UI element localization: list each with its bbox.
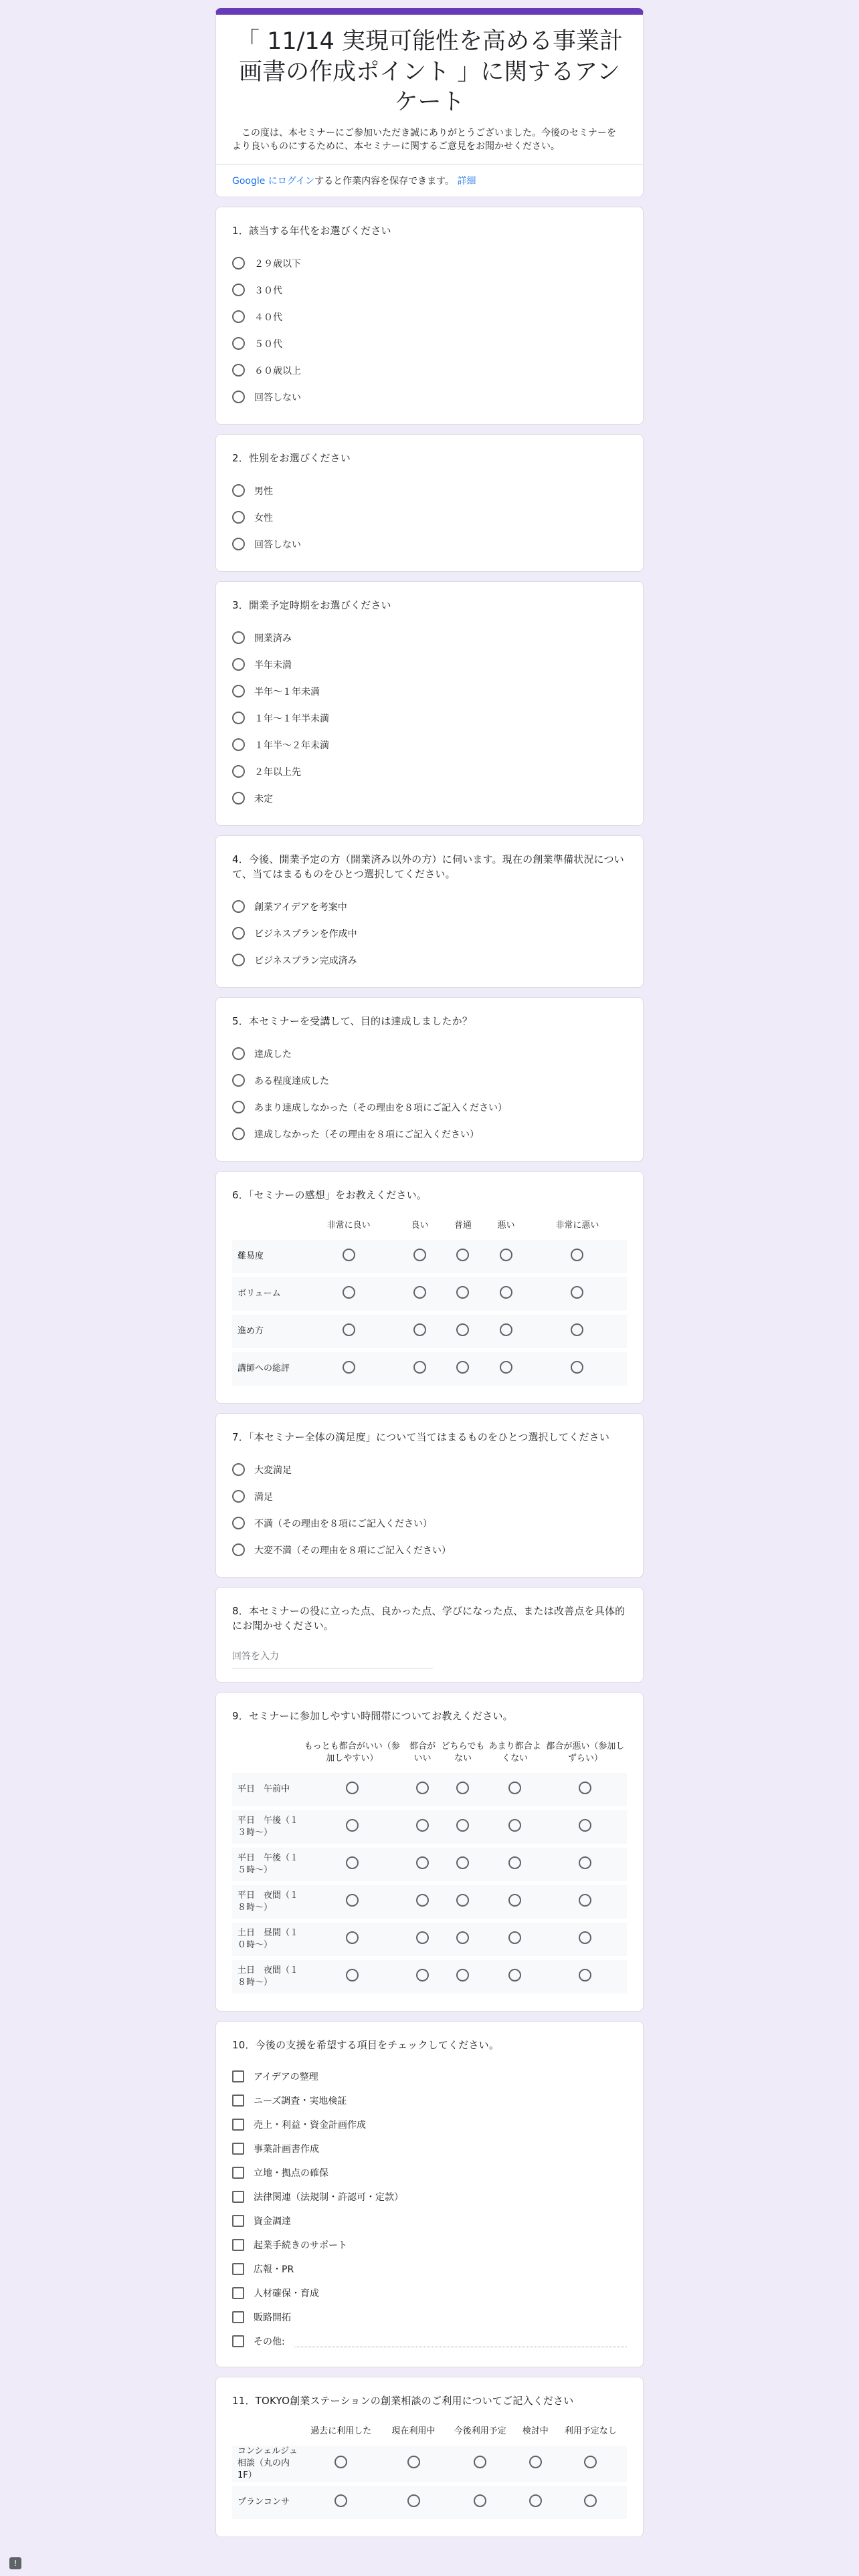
- question-consultation-usage: [215, 2377, 644, 2537]
- radio-button[interactable]: [456, 1931, 469, 1944]
- radio-option[interactable]: [232, 1510, 627, 1537]
- radio-button[interactable]: [508, 1782, 521, 1794]
- question-title: 11．TOKYO創業ステーションの創業相談のご利用についてご記入ください: [232, 2394, 574, 2407]
- login-notice-text: すると作業内容を保存できます。: [314, 175, 455, 187]
- radio-button[interactable]: [474, 2494, 486, 2507]
- radio-button[interactable]: [346, 1931, 359, 1944]
- radio-button[interactable]: [456, 1361, 469, 1374]
- grid-column-header: 普通: [454, 1220, 472, 1230]
- answer-input[interactable]: 回答を入力: [232, 1645, 433, 1669]
- option-label: 立地・拠点の確保: [254, 2167, 328, 2179]
- checkbox[interactable]: [232, 2143, 244, 2155]
- choice-grid: [232, 1735, 627, 1998]
- radio-button[interactable]: [529, 2494, 542, 2507]
- form-header-card: [215, 8, 644, 197]
- option-label: 半年〜１年未満: [254, 686, 320, 697]
- checkbox-option-other[interactable]: [232, 2329, 627, 2353]
- grid-column-header: 利用予定なし: [564, 2426, 617, 2436]
- radio-button[interactable]: [232, 1543, 245, 1556]
- radio-button[interactable]: [343, 1361, 355, 1374]
- grid-row: [232, 1315, 627, 1348]
- radio-button[interactable]: [232, 1490, 245, 1503]
- radio-button[interactable]: [346, 1894, 359, 1907]
- grid-row-label: 土日 夜間（１８時〜）: [232, 1960, 299, 1994]
- checkbox-option[interactable]: [232, 2137, 627, 2161]
- checkbox-option[interactable]: [232, 2305, 627, 2329]
- radio-option[interactable]: [232, 920, 627, 947]
- checkbox-option[interactable]: [232, 2209, 627, 2233]
- radio-button[interactable]: [571, 1323, 583, 1336]
- grid-row: [232, 1352, 627, 1386]
- radio-option[interactable]: [232, 678, 627, 705]
- radio-option[interactable]: [232, 758, 627, 785]
- option-label: 大変不満（その理由を８項にご記入ください）: [254, 1545, 451, 1556]
- radio-button[interactable]: [346, 1819, 359, 1832]
- radio-option[interactable]: [232, 785, 627, 812]
- grid-column-header: 非常に良い: [326, 1220, 371, 1230]
- radio-button[interactable]: [416, 1931, 429, 1944]
- google-login-link[interactable]: Google にログイン: [232, 175, 315, 187]
- radio-option[interactable]: [232, 277, 627, 304]
- radio-button[interactable]: [232, 765, 245, 778]
- radio-button[interactable]: [232, 631, 245, 644]
- grid-column-header: 良い: [411, 1220, 429, 1230]
- radio-option[interactable]: [232, 477, 627, 504]
- grid-row-label: 平日 夜間（１８時〜）: [232, 1885, 299, 1919]
- question-title: 9．セミナーに参加しやすい時間帯についてお教えください。: [232, 1709, 513, 1722]
- option-label: 資金調達: [254, 2216, 291, 2227]
- details-link[interactable]: 詳細: [457, 175, 476, 187]
- question-support-needs: [215, 2021, 644, 2367]
- other-text-input[interactable]: [294, 2335, 627, 2347]
- option-label: 達成した: [254, 1049, 292, 1060]
- radio-button[interactable]: [416, 1819, 429, 1832]
- radio-option[interactable]: [232, 1121, 627, 1148]
- grid-row: [232, 1923, 627, 1956]
- option-label: ビジネスプラン完成済み: [254, 955, 357, 966]
- question-preparation-status: [215, 835, 644, 988]
- question-title: 4．今後、開業予定の方（開業済み以外の方）に伺います。現在の創業準備状況について、当てはまるものをひとつ選択してください。: [232, 853, 624, 880]
- radio-button[interactable]: [474, 2456, 486, 2468]
- grid-row-label: 平日 午前中: [232, 1773, 299, 1806]
- radio-button[interactable]: [232, 310, 245, 323]
- radio-button[interactable]: [571, 1361, 583, 1374]
- checkbox[interactable]: [232, 2335, 244, 2347]
- radio-button[interactable]: [456, 1856, 469, 1869]
- option-label: ビジネスプランを作成中: [254, 928, 357, 940]
- radio-button[interactable]: [232, 712, 245, 724]
- radio-option[interactable]: [232, 531, 627, 558]
- checkbox-option[interactable]: [232, 2161, 627, 2185]
- option-label: ある程度達成した: [254, 1075, 329, 1087]
- radio-button[interactable]: [335, 2494, 347, 2507]
- grid-column-header: 現在利用中: [391, 2426, 436, 2436]
- radio-option[interactable]: [232, 1537, 627, 1564]
- radio-option[interactable]: [232, 357, 627, 384]
- radio-button[interactable]: [584, 2456, 597, 2468]
- radio-button[interactable]: [232, 685, 245, 697]
- checkbox[interactable]: [232, 2215, 244, 2227]
- radio-button[interactable]: [500, 1249, 512, 1261]
- radio-button[interactable]: [232, 1463, 245, 1476]
- radio-button[interactable]: [232, 1047, 245, 1060]
- option-label: 広報・PR: [254, 2264, 294, 2275]
- radio-button[interactable]: [416, 1782, 429, 1794]
- option-label: １年半〜２年未満: [254, 740, 329, 751]
- option-label: 事業計画書作成: [254, 2143, 319, 2155]
- option-label: ３０代: [254, 285, 282, 296]
- radio-button[interactable]: [416, 1856, 429, 1869]
- grid-column-header: 過去に利用した: [310, 2426, 372, 2436]
- grid-row-label: 土日 昼間（１０時〜）: [232, 1923, 299, 1956]
- radio-button[interactable]: [232, 658, 245, 671]
- radio-button[interactable]: [232, 1101, 245, 1113]
- grid-column-header: 都合がいい: [409, 1741, 436, 1763]
- checkbox[interactable]: [232, 2263, 244, 2275]
- checkbox[interactable]: [232, 2167, 244, 2179]
- choice-grid: [232, 1214, 627, 1390]
- radio-button[interactable]: [416, 1894, 429, 1907]
- choice-grid: [232, 2420, 627, 2523]
- grid-row-label: 平日 午後（１５時〜）: [232, 1848, 299, 1881]
- radio-button[interactable]: [529, 2456, 542, 2468]
- grid-row-label: コンシェルジュ相談（丸の内1F）: [232, 2446, 299, 2482]
- option-label: 売上・利益・資金計画作成: [254, 2119, 366, 2131]
- checkbox-option[interactable]: [232, 2113, 627, 2137]
- radio-button[interactable]: [413, 1361, 426, 1374]
- radio-option[interactable]: [232, 732, 627, 758]
- radio-button[interactable]: [232, 337, 245, 350]
- radio-button[interactable]: [456, 1819, 469, 1832]
- option-label: 未定: [254, 793, 273, 804]
- option-label: 販路開拓: [254, 2312, 291, 2323]
- radio-button[interactable]: [232, 391, 245, 403]
- option-label: 男性: [254, 486, 273, 497]
- option-label: ６０歳以上: [254, 365, 301, 377]
- question-title: 2．性別をお選びください: [232, 451, 351, 464]
- radio-option[interactable]: [232, 1041, 627, 1067]
- question-preferred-time: [215, 1692, 644, 2012]
- question-title: 8．本セミナーの役に立った点、良かった点、学びになった点、または改善点を具体的にお聞かせください。: [232, 1604, 626, 1632]
- grid-column-header: もっとも都合がいい（参加しやすい）: [304, 1741, 400, 1763]
- radio-button[interactable]: [232, 1074, 245, 1087]
- radio-button[interactable]: [343, 1286, 355, 1299]
- radio-button[interactable]: [508, 1969, 521, 1981]
- radio-button[interactable]: [416, 1969, 429, 1981]
- radio-button[interactable]: [232, 511, 245, 524]
- option-label: ４０代: [254, 312, 282, 323]
- radio-button[interactable]: [413, 1323, 426, 1336]
- radio-option[interactable]: [232, 250, 627, 277]
- radio-option[interactable]: [232, 625, 627, 651]
- question-age: [215, 207, 644, 425]
- radio-button[interactable]: [343, 1249, 355, 1261]
- grid-row: [232, 2446, 627, 2482]
- radio-button[interactable]: [508, 1819, 521, 1832]
- radio-button[interactable]: [456, 1782, 469, 1794]
- grid-row-label: プランコンサ: [232, 2486, 299, 2519]
- radio-button[interactable]: [407, 2456, 420, 2468]
- radio-option[interactable]: [232, 947, 627, 974]
- question-opening-timing: [215, 581, 644, 826]
- radio-button[interactable]: [232, 484, 245, 497]
- option-label: 満足: [254, 1491, 273, 1503]
- radio-button[interactable]: [571, 1249, 583, 1261]
- grid-row: [232, 2486, 627, 2519]
- radio-button[interactable]: [579, 1969, 591, 1981]
- radio-button[interactable]: [232, 284, 245, 296]
- grid-column-header: 都合が悪い（参加しずらい）: [546, 1741, 625, 1763]
- checkbox[interactable]: [232, 2070, 244, 2082]
- radio-option[interactable]: [232, 893, 627, 920]
- radio-button[interactable]: [584, 2494, 597, 2507]
- checkbox-option[interactable]: [232, 2185, 627, 2209]
- radio-button[interactable]: [232, 257, 245, 270]
- radio-button[interactable]: [232, 1128, 245, 1140]
- checkbox-option[interactable]: [232, 2064, 627, 2088]
- option-label: 大変満足: [254, 1465, 292, 1476]
- radio-option[interactable]: [232, 1483, 627, 1510]
- radio-button[interactable]: [346, 1969, 359, 1981]
- grid-column-header: あまり都合よくない: [488, 1741, 541, 1763]
- checkbox-option[interactable]: [232, 2281, 627, 2305]
- radio-button[interactable]: [579, 1856, 591, 1869]
- radio-button[interactable]: [232, 927, 245, 940]
- radio-button[interactable]: [232, 1517, 245, 1529]
- option-label: ニーズ調査・実地検証: [254, 2095, 347, 2107]
- grid-row-label: 難易度: [232, 1240, 299, 1273]
- grid-column-header: 検討中: [522, 2426, 549, 2436]
- grid-column-header: 悪い: [497, 1220, 515, 1230]
- checkbox-option[interactable]: [232, 2088, 627, 2113]
- radio-button[interactable]: [232, 738, 245, 751]
- question-title: 7．「本セミナー全体の満足度」について当てはまるものをひとつ選択してください: [232, 1430, 610, 1443]
- radio-option[interactable]: [232, 705, 627, 732]
- radio-button[interactable]: [456, 1894, 469, 1907]
- feedback-icon[interactable]: !: [9, 2557, 21, 2569]
- radio-button[interactable]: [413, 1249, 426, 1261]
- checkbox[interactable]: [232, 2239, 244, 2251]
- grid-row: [232, 1277, 627, 1311]
- radio-button[interactable]: [232, 364, 245, 377]
- grid-row-label: ボリューム: [232, 1277, 299, 1311]
- form-title: 「 11/14 実現可能性を高める事業計画書の作成ポイント 」に関するアンケート: [235, 28, 624, 116]
- grid-column-header: 今後利用予定: [454, 2426, 506, 2436]
- radio-button[interactable]: [343, 1323, 355, 1336]
- radio-button[interactable]: [571, 1286, 583, 1299]
- option-label: アイデアの整理: [254, 2071, 318, 2082]
- option-label: 人材確保・育成: [254, 2288, 319, 2299]
- radio-button[interactable]: [346, 1856, 359, 1869]
- grid-row: [232, 1810, 627, 1844]
- radio-button[interactable]: [346, 1782, 359, 1794]
- checkbox[interactable]: [232, 2191, 244, 2203]
- grid-column-header: 非常に悪い: [555, 1220, 599, 1230]
- radio-button[interactable]: [456, 1323, 469, 1336]
- option-label: 開業済み: [254, 633, 292, 644]
- option-label: その他:: [254, 2336, 285, 2347]
- radio-button[interactable]: [456, 1969, 469, 1981]
- question-title: 6．「セミナーの感想」をお教えください。: [232, 1188, 427, 1201]
- radio-button[interactable]: [500, 1323, 512, 1336]
- radio-option[interactable]: [232, 304, 627, 330]
- question-feedback-text: [215, 1587, 644, 1683]
- radio-button[interactable]: [579, 1782, 591, 1794]
- grid-row: [232, 1960, 627, 1994]
- option-label: 女性: [254, 512, 273, 524]
- grid-row-label: 平日 午後（１３時〜）: [232, 1810, 299, 1844]
- grid-row: [232, 1773, 627, 1806]
- checkbox[interactable]: [232, 2095, 244, 2107]
- option-label: あまり達成しなかった（その理由を８項にご記入ください）: [254, 1102, 507, 1113]
- radio-option[interactable]: [232, 504, 627, 531]
- option-label: 創業アイデアを考案中: [254, 901, 347, 913]
- radio-button[interactable]: [508, 1856, 521, 1869]
- question-overall-satisfaction: [215, 1413, 644, 1578]
- checkbox[interactable]: [232, 2119, 244, 2131]
- radio-option[interactable]: [232, 330, 627, 357]
- radio-option[interactable]: [232, 384, 627, 411]
- question-gender: [215, 434, 644, 572]
- option-label: 達成しなかった（その理由を８項にご記入ください）: [254, 1129, 479, 1140]
- radio-option[interactable]: [232, 1094, 627, 1121]
- radio-option[interactable]: [232, 1457, 627, 1483]
- option-label: １年〜１年半未満: [254, 713, 329, 724]
- checkbox[interactable]: [232, 2287, 244, 2299]
- option-label: ２９歳以下: [254, 258, 301, 270]
- option-label: 回答しない: [254, 539, 301, 550]
- radio-button[interactable]: [508, 1894, 521, 1907]
- radio-button[interactable]: [500, 1361, 512, 1374]
- checkbox-option[interactable]: [232, 2257, 627, 2281]
- grid-row-label: 講師への総評: [232, 1352, 299, 1386]
- radio-button[interactable]: [579, 1894, 591, 1907]
- option-label: 回答しない: [254, 392, 301, 403]
- grid-row: [232, 1240, 627, 1273]
- option-label: 半年未満: [254, 659, 292, 671]
- grid-row-label: 進め方: [232, 1315, 299, 1348]
- question-seminar-impressions: [215, 1171, 644, 1404]
- question-title: 5．本セミナーを受講して、目的は達成しましたか？: [232, 1014, 473, 1027]
- radio-button[interactable]: [456, 1286, 469, 1299]
- radio-button[interactable]: [508, 1931, 521, 1944]
- question-title: 3．開業予定時期をお選びください: [232, 599, 391, 611]
- radio-button[interactable]: [500, 1286, 512, 1299]
- question-title: 1．該当する年代をお選びください: [232, 224, 391, 237]
- radio-button[interactable]: [413, 1286, 426, 1299]
- option-label: ５０代: [254, 338, 282, 350]
- grid-row: [232, 1848, 627, 1881]
- checkbox-option[interactable]: [232, 2233, 627, 2257]
- grid-column-header: どちらでもない: [441, 1741, 485, 1763]
- radio-button[interactable]: [232, 954, 245, 966]
- option-label: 不満（その理由を８項にご記入ください）: [254, 1518, 432, 1529]
- form-container: [215, 8, 644, 2547]
- question-title: 10．今後の支援を希望する項目をチェックしてください。: [232, 2038, 500, 2051]
- radio-button[interactable]: [232, 900, 245, 913]
- checkbox[interactable]: [232, 2311, 244, 2323]
- radio-button[interactable]: [407, 2494, 420, 2507]
- radio-option[interactable]: [232, 1067, 627, 1094]
- grid-row: [232, 1885, 627, 1919]
- radio-option[interactable]: [232, 651, 627, 678]
- option-label: 起業手続きのサポート: [254, 2240, 347, 2251]
- question-goal-achievement: [215, 997, 644, 1162]
- option-label: ２年以上先: [254, 766, 301, 778]
- radio-button[interactable]: [456, 1249, 469, 1261]
- radio-button[interactable]: [232, 538, 245, 550]
- radio-button[interactable]: [232, 792, 245, 804]
- radio-button[interactable]: [579, 1819, 591, 1832]
- login-notice: [216, 164, 643, 197]
- option-label: 法律関連（法規制・許認可・定款）: [254, 2191, 403, 2203]
- form-description: この度は、本セミナーにご参加いただき誠にありがとうございました。今後のセミナーを より良いものにするために、本セミナーに関するご意見をお聞かせください。: [232, 127, 616, 152]
- radio-button[interactable]: [579, 1931, 591, 1944]
- radio-button[interactable]: [335, 2456, 347, 2468]
